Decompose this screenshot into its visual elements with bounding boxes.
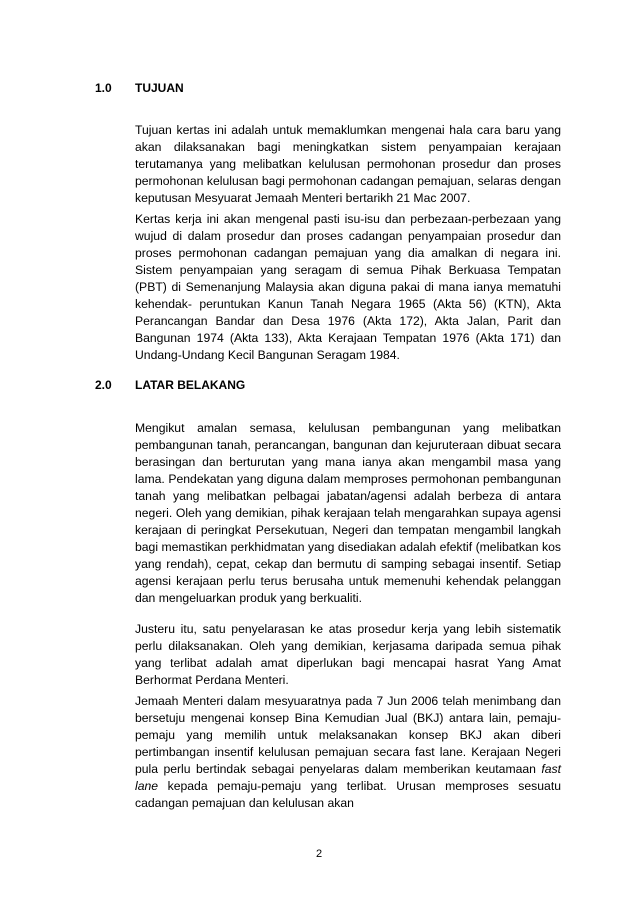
- section-heading-latar-belakang: [95, 377, 245, 393]
- emphasis-fast-lane: fast lane: [135, 762, 561, 793]
- section-number: 1.0: [95, 81, 112, 95]
- paragraph-latar-3: [135, 693, 561, 812]
- section-title: LATAR BELAKANG: [135, 378, 246, 392]
- paragraph-text: Justeru itu, satu penyelarasan ke atas prosedur kerja yang lebih sistematik perlu dilaksanakan. Oleh yang demikian, kerjasama daripada semua pihak yang terlibat adalah amat diperlukan bagi mencapai hasrat Yang Amat Berhormat Perdana Menteri.: [135, 622, 561, 687]
- paragraph-text: Tujuan kertas ini adalah untuk memaklumkan mengenai hala cara baru yang akan dilaksanakan bagi meningkatkan sistem penyampaian kerajaan terutamanya yang melibatkan kelulusan permohonan prosedur dan proses permohonan kelulusan bagi permohonan cadangan pemajuan, selaras dengan keputusan Mesyuarat Jemaah Menteri bertarikh 21 Mac 2007.: [135, 123, 561, 205]
- paragraph-text-part: Jemaah Menteri dalam mesyuaratnya pada 7 Jun 2006 telah menimbang dan bersetuju mengenai konsep Bina Kemudian Jual (BKJ) antara lain, pemaju-pemaju yang memilih untuk melaksanakan konsep BKJ akan diberi pertimbangan insentif kelulusan pemajuan secara fast lane. Kerajaan Negeri pula perlu bertindak sebagai penyelaras dalam memberikan keutamaan: [135, 694, 561, 776]
- paragraph-text: Kertas kerja ini akan mengenal pasti isu-isu dan perbezaan-perbezaan yang wujud di dalam prosedur dan proses cadangan penyampaian prosedur dan proses permohonan cadangan pemajuan yang dia amalkan di negara ini. Sistem penyampaian yang seragam di semua Pihak Berkuasa Tempatan (PBT) di Semenanjung Malaysia akan diguna pakai di mana ianya mematuhi kehendak- peruntukan Kanun Tanah Negara 1965 (Akta 56) (KTN), Akta Perancangan Bandar dan Desa 1976 (Akta 172), Akta Jalan, Parit dan Bangunan 1974 (Akta 133), Akta Kerajaan Tempatan 1976 (Akta 171) dan Undang-Undang Kecil Bangunan Seragam 1984.: [135, 212, 561, 362]
- paragraph-tujuan-2: [135, 211, 561, 364]
- section-title: TUJUAN: [135, 81, 184, 95]
- page-number: 2: [315, 848, 323, 860]
- section-heading-tujuan: [95, 80, 184, 96]
- paragraph-tujuan-1: [135, 122, 561, 207]
- paragraph-text: [135, 693, 561, 812]
- paragraph-latar-1: [135, 420, 561, 607]
- paragraph-text-part: kepada pemaju-pemaju yang terlibat. Urusan memproses sesuatu cadangan pemajuan dan kelulusan akan: [135, 779, 561, 810]
- section-number: 2.0: [95, 378, 112, 392]
- paragraph-latar-2: [135, 621, 561, 689]
- paragraph-text: Mengikut amalan semasa, kelulusan pembangunan yang melibatkan pembangunan tanah, perancangan, bangunan dan kejuruteraan dibuat secara berasingan dan berturutan yang mana ianya akan mengambil masa yang lama. Pendekatan yang diguna dalam memproses permohonan pembangunan tanah yang melibatkan pelbagai jabatan/agensi adalah berbeza di antara negeri. Oleh yang demikian, pihak kerajaan telah mengarahkan supaya agensi kerajaan di peringkat Persekutuan, Negeri dan tempatan mengambil langkah bagi memastikan perkhidmatan yang disediakan adalah efektif (melibatkan kos yang rendah), cepat, cekap dan bermutu di samping sebagai insentif. Setiap agensi kerajaan perlu terus berusaha untuk memenuhi kehendak pelanggan dan mengeluarkan produk yang berkualiti.: [135, 421, 561, 605]
